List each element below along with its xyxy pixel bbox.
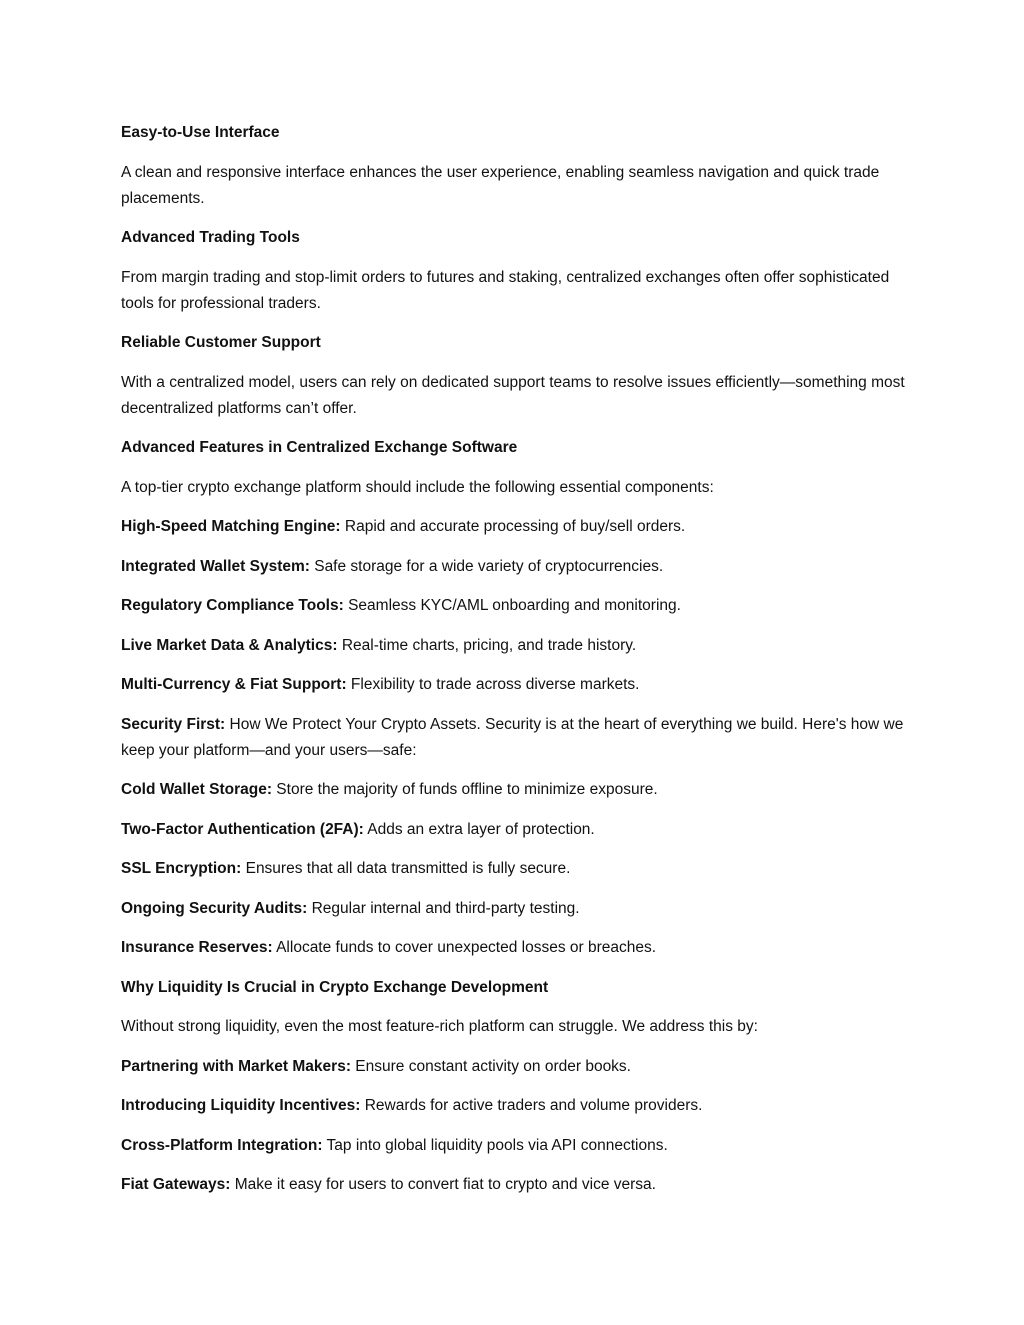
feature-item — [121, 514, 911, 540]
security-item — [121, 935, 911, 961]
security-label: Ongoing Security Audits: — [121, 899, 308, 917]
security-text: Allocate funds to cover unexpected losses or breaches. — [272, 939, 657, 956]
security-text: Ensures that all data transmitted is fully secure. — [241, 860, 571, 877]
feature-item — [121, 593, 911, 619]
feature-label: Integrated Wallet System: — [121, 557, 310, 575]
feature-label: Multi-Currency & Fiat Support: — [121, 676, 347, 693]
feature-item — [121, 672, 911, 698]
feature-text: Flexibility to trade across diverse markets. — [346, 676, 640, 693]
security-label: Two-Factor Authentication (2FA): — [121, 820, 364, 838]
feature-text: Rapid and accurate processing of buy/sell orders. — [340, 518, 686, 535]
security-item — [121, 856, 911, 882]
security-text: Regular internal and third-party testing. — [307, 899, 580, 917]
feature-item — [121, 554, 911, 580]
feature-label: Security First: — [121, 715, 226, 733]
security-label: Insurance Reserves: — [121, 939, 273, 956]
heading-advanced-trading-tools: Advanced Trading Tools — [121, 229, 300, 246]
paragraph-advanced-features-intro: A top-tier crypto exchange platform should include the following essential components: — [121, 478, 714, 496]
liquidity-item — [121, 1093, 911, 1119]
feature-item — [121, 633, 911, 659]
heading-liquidity: Why Liquidity Is Crucial in Crypto Exchange Development — [121, 978, 549, 996]
document-page — [121, 120, 911, 1212]
paragraph-easy-to-use-interface: A clean and responsive interface enhances the user experience, enabling seamless navigation and quick trade placements. — [121, 163, 880, 207]
security-label: Cold Wallet Storage: — [121, 781, 272, 798]
feature-text: Seamless KYC/AML onboarding and monitoring. — [343, 597, 681, 614]
feature-text: Safe storage for a wide variety of cryptocurrencies. — [309, 557, 664, 575]
liquidity-label: Partnering with Market Makers: — [121, 1057, 351, 1075]
liquidity-item — [121, 1054, 911, 1080]
heading-advanced-features: Advanced Features in Centralized Exchange Software — [121, 439, 518, 456]
paragraph-reliable-customer-support: With a centralized model, users can rely on dedicated support teams to resolve issues efficiently—something most decentralized platforms can’t offer. — [121, 373, 905, 417]
security-label: SSL Encryption: — [121, 860, 242, 877]
paragraph-advanced-trading-tools: From margin trading and stop-limit orders to futures and staking, centralized exchanges often offer sophisticated tools for professional traders. — [121, 268, 890, 312]
feature-label: High-Speed Matching Engine: — [121, 518, 341, 535]
feature-text: Real-time charts, pricing, and trade history. — [337, 636, 637, 654]
feature-label: Regulatory Compliance Tools: — [121, 597, 344, 614]
heading-reliable-customer-support: Reliable Customer Support — [121, 334, 321, 351]
liquidity-text: Rewards for active traders and volume providers. — [360, 1097, 703, 1114]
security-item — [121, 817, 911, 843]
security-text: Adds an extra layer of protection. — [363, 820, 595, 838]
security-item — [121, 777, 911, 803]
liquidity-label: Introducing Liquidity Incentives: — [121, 1097, 361, 1114]
feature-text: How We Protect Your Crypto Assets. Security is at the heart of everything we build. Here's how we keep your platform—and your users—safe: — [121, 715, 904, 759]
liquidity-item — [121, 1133, 911, 1159]
feature-label: Live Market Data & Analytics: — [121, 636, 338, 654]
security-text: Store the majority of funds offline to minimize exposure. — [272, 781, 658, 798]
liquidity-text: Ensure constant activity on order books. — [350, 1057, 631, 1075]
liquidity-text: Tap into global liquidity pools via API connections. — [322, 1136, 668, 1154]
heading-easy-to-use-interface: Easy-to-Use Interface — [121, 124, 280, 141]
feature-item — [121, 712, 911, 764]
paragraph-liquidity-intro: Without strong liquidity, even the most feature-rich platform can struggle. We address this by: — [121, 1018, 758, 1035]
security-item — [121, 896, 911, 922]
liquidity-label: Fiat Gateways: — [121, 1176, 231, 1193]
liquidity-label: Cross-Platform Integration: — [121, 1136, 323, 1154]
liquidity-item — [121, 1172, 911, 1198]
liquidity-text: Make it easy for users to convert fiat to crypto and vice versa. — [230, 1176, 656, 1193]
